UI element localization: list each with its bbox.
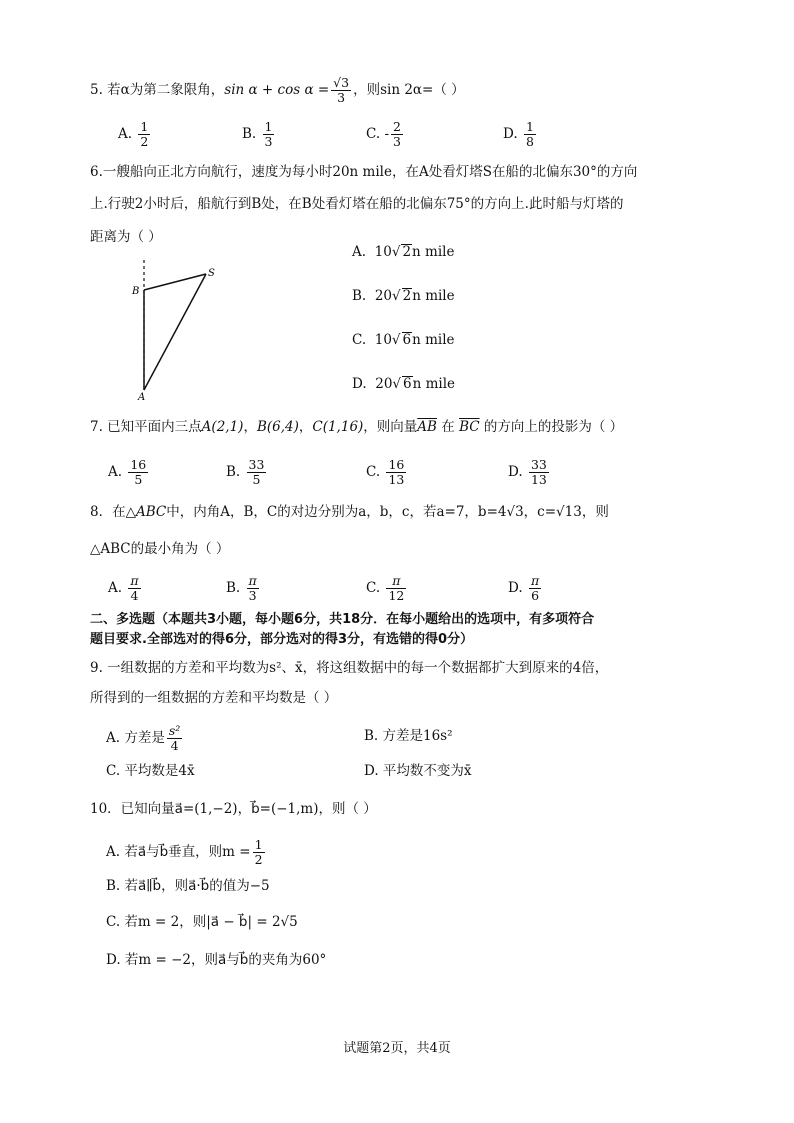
q6-option-a: A. 10√ 2n mile	[352, 244, 455, 260]
segment-bs	[144, 274, 206, 290]
unit: n mile	[412, 288, 455, 304]
frac-den: 12	[388, 588, 405, 603]
frac-num: 1	[140, 119, 149, 134]
point-s-label: S	[208, 268, 215, 279]
q5-option-d	[503, 120, 538, 149]
q5-stem-text: 5. 若α为第二象限角，	[90, 82, 225, 98]
frac-den: 3	[264, 134, 273, 149]
option-label: B.	[242, 126, 257, 142]
q9-line-1: 9. 一组数据的方差和平均数为s²、x̄，将这组数据中的每一个数据都扩大到原来的4倍，	[90, 660, 609, 676]
q9-option-a	[106, 724, 184, 753]
q6-option-d: D. 20√ 6n mile	[352, 376, 456, 392]
frac-den: 13	[530, 472, 547, 487]
q10-option-c: C. 若m = 2，则|a⃗ − b⃗| = 2√5	[106, 914, 298, 930]
q8-stem-text: 8．在	[90, 504, 126, 520]
q10-option-b: B. 若a⃗∥b⃗，则a⃗·b⃗的值为−5	[106, 878, 270, 894]
fraction	[128, 458, 148, 487]
point-b: B(6,4)	[256, 419, 299, 435]
frac-num: 33	[248, 457, 265, 472]
q10-option-d: D. 若m = −2，则a⃗与b⃗的夹角为60°	[106, 952, 327, 968]
option-label: B.	[352, 288, 367, 304]
fraction	[247, 574, 259, 603]
frac-den: 13	[388, 472, 405, 487]
frac-den: 6	[531, 588, 540, 603]
frac-num: 1	[525, 119, 534, 134]
section-2-heading-cont: 题目要求.全部选对的得6分，部分选对的得3分，有选错的得0分）	[90, 632, 474, 647]
option-label: A.	[118, 126, 133, 142]
q7-option-a	[108, 458, 150, 487]
q5-option-b	[242, 120, 276, 149]
q10-option-a	[106, 838, 267, 867]
option-label: A.	[352, 244, 367, 260]
frac-num: π	[130, 573, 139, 588]
q8-option-d	[508, 574, 543, 603]
fraction	[391, 120, 403, 149]
option-text: A. 方差是	[106, 730, 165, 746]
unit: n mile	[412, 332, 455, 348]
segment-as	[144, 274, 206, 390]
frac-den: 4	[170, 738, 179, 753]
frac-num: 1	[254, 837, 263, 852]
fraction	[138, 120, 150, 149]
option-label: C.	[366, 464, 381, 480]
fraction	[253, 838, 265, 867]
point-a: A(2,1)	[201, 419, 244, 435]
frac-num: 33	[530, 457, 547, 472]
frac-num: 1	[264, 119, 273, 134]
q8-option-c	[366, 574, 408, 603]
q5-option-a	[118, 120, 152, 149]
option-label: B.	[226, 464, 241, 480]
radicand: 2	[402, 288, 412, 304]
option-label: C.	[366, 580, 381, 596]
unit: n mile	[412, 376, 456, 392]
option-label: C.	[366, 126, 381, 142]
section-2-heading: 二、多选题（本题共3小题，每小题6分，共18分．在每小题给出的选项中，有多项符合	[90, 612, 595, 627]
option-label: D.	[352, 376, 367, 392]
q9-option-b: B. 方差是16s²	[364, 728, 453, 744]
point-b-label: B	[132, 286, 140, 297]
coef: 20	[375, 376, 393, 392]
radicand: 2	[402, 244, 412, 260]
option-label: D.	[508, 464, 523, 480]
fraction	[529, 574, 541, 603]
q5-stem-tail: ，则sin 2α=（ ）	[353, 82, 465, 98]
q7-option-b	[226, 458, 268, 487]
frac-den: 5	[252, 472, 261, 487]
minus-sign: -	[384, 126, 389, 142]
q7-stem-text: 7. 已知平面内三点	[90, 419, 202, 435]
frac-num: 16	[130, 457, 147, 472]
option-label: A.	[108, 464, 123, 480]
q7-option-d	[508, 458, 551, 487]
point-a-label: A	[138, 392, 146, 402]
q6-option-c: C. 10√ 6n mile	[352, 332, 455, 348]
option-label: A.	[108, 580, 123, 596]
q6-line-1: 6.一艘船向正北方向航行，速度为每小时20n mile，在A处看灯塔S在船的北偏东30°的方向	[90, 164, 638, 180]
frac-num: 16	[388, 457, 405, 472]
fraction	[529, 458, 549, 487]
point-c: C(1,16)	[312, 419, 364, 435]
option-label: B.	[226, 580, 241, 596]
q5-option-c	[366, 120, 405, 149]
q8-stem-rest: 中，内角A，B，C的对边分别为a，b，c，若a=7，b=4√3，c=√13，则	[166, 504, 609, 520]
fraction	[128, 574, 140, 603]
q5-frac-num: √3	[333, 75, 350, 90]
vector-ab: $\overline{AB}$	[417, 419, 437, 435]
q7-stem-tail: 的方向上的投影为（ ）	[483, 419, 624, 435]
coef: 10	[374, 244, 392, 260]
fraction	[386, 574, 406, 603]
q8-line-1	[90, 502, 609, 522]
q9-option-d: D. 平均数不变为x̄	[364, 763, 472, 779]
q7-stem: 7. 已知平面内三点A(2,1)，B(6,4)，C(1,16)，则向量$\overline{AB}$ 在 $\overline{BC}$ 的方向上的投影为（ ）	[90, 419, 624, 435]
radicand: 6	[402, 332, 412, 348]
q8-option-a	[108, 574, 143, 603]
option-label: D.	[503, 126, 518, 142]
option-label: D.	[508, 580, 523, 596]
q8-option-b	[226, 574, 261, 603]
q7-stem-mid: ，则向量	[363, 419, 418, 435]
q6-line-3: 距离为（ ）	[90, 229, 162, 245]
coef: 10	[374, 332, 392, 348]
option-label: C.	[352, 332, 367, 348]
fraction	[524, 120, 536, 149]
frac-den: 8	[525, 134, 534, 149]
frac-num: π	[530, 573, 540, 588]
q5-expression: sin α + cos α =	[224, 82, 330, 98]
q7-word: 在	[441, 419, 455, 435]
fraction	[167, 724, 182, 753]
frac-den: 2	[140, 134, 149, 149]
q6-line-2: 上.行驶2小时后，船航行到B处，在B处看灯塔在船的北偏东75°的方向上.此时船与灯塔的	[90, 196, 624, 212]
frac-den: 3	[248, 588, 257, 603]
fraction	[247, 458, 267, 487]
q9-option-c: C. 平均数是4x̄	[106, 763, 195, 779]
frac-num: π	[386, 574, 406, 589]
q9-line-2: 所得到的一组数据的方差和平均数是（ ）	[90, 690, 338, 706]
radicand: 6	[403, 376, 412, 392]
frac-den: 2	[254, 852, 263, 867]
unit: n mile	[412, 244, 455, 260]
coef: 20	[374, 288, 392, 304]
q5-stem	[90, 76, 465, 105]
fraction	[386, 458, 406, 487]
option-text: A. 若a⃗与b⃗垂直，则m =	[106, 844, 251, 860]
q8-line-2: △ABC的最小角为（ ）	[90, 541, 230, 557]
frac-num: s²	[168, 723, 181, 738]
q6-option-b: B. 20√ 2n mile	[352, 288, 455, 304]
frac-num: 2	[393, 119, 401, 134]
q5-fraction	[331, 76, 351, 105]
frac-den: 5	[134, 472, 143, 487]
frac-den: 4	[130, 588, 139, 603]
frac-num: π	[248, 573, 257, 588]
fraction	[263, 120, 275, 149]
vector-bc: $\overline{BC}$	[459, 419, 480, 435]
page-footer: 试题第2页，共4页	[343, 1041, 451, 1056]
q6-triangle-diagram	[126, 258, 226, 402]
q5-frac-den: 3	[337, 90, 346, 105]
q10-stem: 10．已知向量a⃗=(1,−2)，b⃗=(−1,m)，则（ ）	[90, 801, 377, 817]
triangle-abc: △ABC	[125, 504, 167, 520]
q7-option-c	[366, 458, 408, 487]
frac-den: 3	[393, 134, 401, 149]
